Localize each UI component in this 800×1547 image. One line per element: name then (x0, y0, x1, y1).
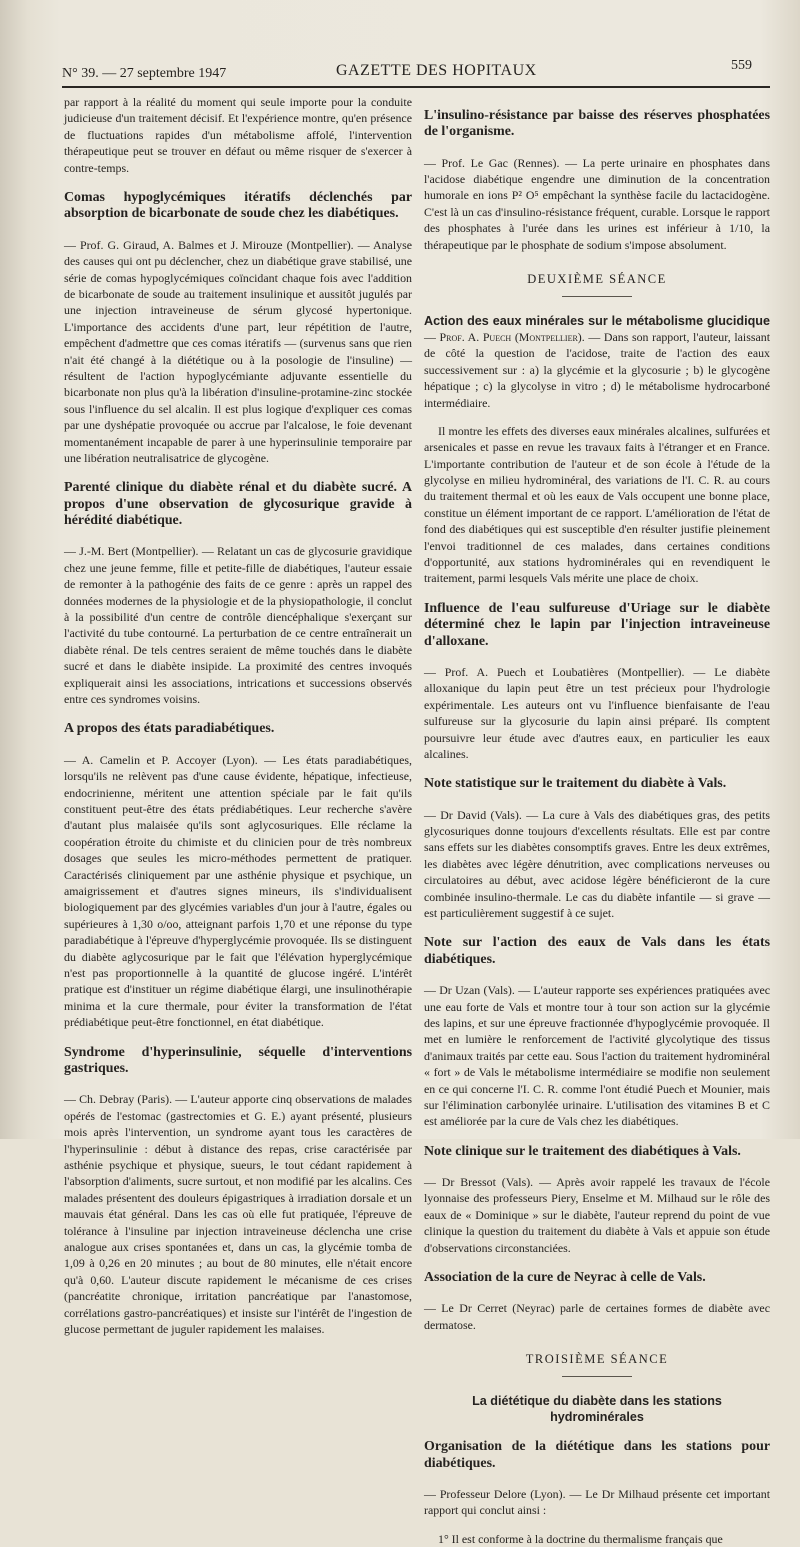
article-body: — L'auteur rapporte ses expériences pratiquées avec une eau forte de Vals et montre tour à tour son action sur la glycémie des lapins, et sur une épreuve fractionnée d'hypoglycémie provoquée. Il met en lumière le renforcement de l'activité glycolytique des tissus d'animaux traités par cette eau. Sous l'action du traitement hydrominéral « fort » de Vals le métabolisme intermédiaire se modifie non seulement en ce qui concerne l'I. C. R. comme l'ont étudié Puech et Mounier, mais sur l'élimination carbonylée urinaire. L'utilisation des vitamines B et C est améliorée par la cure de Vals chez les diabétiques. (424, 983, 771, 1129)
article-authors: — Prof. A. Puech et Loubatières (Montpellier). (424, 664, 685, 679)
article-title: Note statistique sur le traitement du diabète à Vals. (424, 776, 727, 792)
article-authors: — Dr Uzan (Vals). (424, 983, 515, 998)
article-body: — Les états paradiabétiques, lorsqu'ils ne relèvent pas d'une cause évidente, hépatique, infectieuse, endocrinienne, méritent une attention spéciale par le fait qu'ils constituent peut-être des états prédiabétiques. Leur recherche s'avère d'autant plus malaisée qu'ils sont aglycosuriques. Elle réclame la coopération étroite du chimiste et du clinicien pour de très nombreux dosages que seules les micro-méthodes permettent de pratiquer. Caractérisés cliniquement par une asthénie physique et psychique, un amaigrissement et d'autres signes mineurs, ils s'individualisent biologiquement par des glycémies variables d'un jour à l'autre, égales ou supérieures à 1,30 o/oo, atteignant parfois 1,70 et une réponse du type paradiabétique à l'épreuve d'hyperglycémie provoquée. Ils se distinguent du diabète aglycosurique par le fait que l'élévation hyperglycémique n'est pas proportionnelle à la quantité de glucose ingéré. L'intérêt pratique est d'instituer un régime diabétique élargi, une insulinothérapie minima et la cure thermale, pour éviter la transformation de l'état prédiabétique peut-être fonctionnel, en état diabétique. (64, 752, 412, 1030)
left-column (64, 94, 412, 1349)
rapport-title-line-1: La diététique du diabète dans les stations hydrominérales (472, 1393, 722, 1424)
article-authors: — Prof. A. Puech (Montpellier). (424, 329, 585, 344)
article-body: — Relatant un cas de glycosurie gravidique chez une jeune femme, fille et petite-fille de diabétiques, l'auteur essaie de remonter à la pathogénie des faits de ce genre : après un rappel des données modernes de la physiologie et de la physiopathologie, il conclut à la possibilité d'un centre de contrôle diencéphalique s'exerçant sur l'activité du tube contourné. La perturbation de ce centre entraînerait un diabète rénal. De tels centres seraient de même touchés dans le diabète sucré et dans le diabète insipide. La proximité des centres invoqués expliquerait ainsi les associations, intrications et successions observés entre ces syndromes voisins. (64, 544, 412, 707)
article-body: — Après avoir rappelé les travaux de l'école lyonnaise des professeurs Piery, Enselme et M. Milhaud sur le rôle des eaux de « Dominique » sur le diabète, l'auteur reprend du point de vue clinique la question du traitement du diabète à Vals et appuie son étude d'observations circonstanciées. (424, 1175, 770, 1255)
article-title: L'insulino-résistance par baisse des réserves phosphatées de l'organisme. (424, 107, 770, 140)
right-column (424, 94, 770, 1547)
article-body: — L'auteur apporte cinq observations de malades opérés de l'estomac (gastrectomies et G. E.) ayant présenté, plusieurs mois après l'intervention, un syndrome ayant tous les caractères de l'hyperinsulinie : début à distance des repas, crise caractérisée par asthénie psychique et physique, sueurs, le tout cédant rapidement à l'absorption d'aliments, sucre surtout, et non modifié par les alcalins. Ces malades présentent des douleurs épigastriques à irradiation dorsale et un mauvais état général. Dans les cas où elle fut pratiquée, l'épreuve de tolérance à l'insuline par injection intraveineuse déclencha une crise analogue aux crises spontanées et, dans un cas, la glycémie tomba de 1,09 à 0,26 en 20 minutes ; au bout de 80 minutes, elle n'était encore qu'à 0,60. L'auteur discute rapidement le mécanisme de ces crises (pancréatite chronique, irritation pancréatique par l'anastomose, corrélations gastro-pancréatiques) et insiste sur l'intérêt de l'ingestion de glucose permettant de juguler rapidement les malaises. (64, 1092, 412, 1336)
article-authors: — Prof. Le Gac (Rennes). (424, 155, 560, 170)
intro-paragraph: par rapport à la réalité du moment qui seule importe pour la conduite judicieuse d'un traitement décisif. Et l'expérience montre, qu'en présence de fluctuations rapides d'un métabolisme affolé, l'intervention thérapeutique peut se trouver en défaut ou même risquer de s'exercer à contre-temps. (64, 95, 412, 175)
article-authors: — J.-M. Bert (Montpellier). (64, 544, 199, 559)
article-body: — Le diabète alloxanique du lapin peut être un test précieux pour l'hydrologie expérimentale. Les auteurs ont vu l'influence bienfaisante de l'eau sulfureuse sur la glycosurie du lapin ainsi préparé. Ils comptent poursuivre leur étude avec d'autres eaux, en particulier les eaux alcalines. (424, 664, 770, 761)
article-authors: — Professeur Delore (Lyon). (424, 1487, 566, 1502)
article-body: — Le Dr Milhaud présente cet important rapport qui conclut ainsi : (424, 1487, 770, 1518)
article-title: Syndrome d'hyperinsulinie, séquelle d'interventions gastriques. (64, 1044, 412, 1076)
article-body: — Dans son rapport, l'auteur, laissant de côté la question de l'acidose, traite de l'action des eaux successivement sur : a) la glycémie et la glycosurie ; b) le glycogène hépatique ; c) la glycolyse in vitro ; d) le métabolisme hydrocarboné intermédiaire. (424, 329, 770, 410)
conclusion-point-1: 1° Il est conforme à la doctrine du thermalisme français que (438, 1531, 723, 1546)
article-authors: — Dr Bressot (Vals). (424, 1175, 534, 1190)
article-title: Parenté clinique du diabète rénal et du diabète sucré. A propos d'une observation de glycosurique gravide à hérédité diabétique. (64, 480, 412, 529)
page-number: 559 (731, 58, 752, 73)
article-authors: — Ch. Debray (Paris). (64, 1092, 173, 1107)
article-title: Organisation de la diététique dans les stations pour diabétiques. (424, 1439, 770, 1471)
article-title: A propos des états paradiabétiques. (64, 721, 275, 737)
article-title: Association de la cure de Neyrac à celle de Vals. (424, 1270, 706, 1285)
article-authors: — Dr David (Vals). (424, 807, 522, 822)
article-body: — La perte urinaire en phosphates dans l'acidose diabétique engendre une diminution de la concentration humorale en ions P² O⁵ empêchant la synthèse facile du lactacidogène. C'est là un cas d'insulino-résistance fréquent, curable. Lorsque le rapport des phosphates à l'urée dans les urines est inférieur à 1/10, la thérapeutique par le phosphate de sodium s'impose absolument. (424, 155, 770, 252)
article-title: Action des eaux minérales sur le métabolisme glucidique (424, 313, 770, 328)
article-body: — Analyse des causes qui ont pu déclencher, chez un diabétique grave stabilisé, une série de comas hypoglycémiques coïncidant chaque fois avec l'addition de bicarbonate de soude au traitement insulinique et aussitôt jugulés par une injection intraveineuse de sérum glycosé hypertonique. L'importance des accidents d'une part, leur répétition de l'autre, empêchent d'admettre que ces comas itératifs — (survenus sans que rien n'ait été changé à la diététique ou à la posologie de l'insuline) — résultent de l'action hypoglycémiante adjuvante essentielle du bicarbonate non plus qu'à la libération d'insuline-protamine-zinc stockée sous l'influence du sel alcalin. Il est plus logique d'expliquer ces comas par une dyshépatie provoquée ou accrue par l'alcalose, le foie devenant momentanément incapable de parer à une hyperinsulinie temporaire par une libération neutralisatrice de glycogène. (64, 237, 412, 465)
article-authors: — A. Camelin et P. Accoyer (Lyon). (64, 752, 258, 767)
issue-number: N° 39. — 27 septembre 1947 (62, 66, 227, 81)
running-header (62, 52, 770, 88)
article-title: Note clinique sur le traitement des diabétiques à Vals. (424, 1143, 741, 1159)
article-authors: — Le Dr Cerret (Neyrac) (424, 1301, 555, 1316)
section-heading-deuxieme: DEUXIÈME SÉANCE (424, 271, 770, 296)
article-authors: — Prof. G. Giraud, A. Balmes et J. Mirouze (Montpellier). (64, 237, 354, 252)
article-body: parle de certaines formes de diabète avec dermatose. (424, 1301, 770, 1332)
journal-title: GAZETTE DES HOPITAUX (336, 62, 537, 79)
article-body: — La cure à Vals des diabétiques gras, des petits glycosuriques donne toujours d'excellents résultats. Elle est par contre sans effets sur les diabètes consomptifs graves. Entre les deux extrêmes, les diabètes avec légère dénutrition, avec complications nerveuses ou circulatoires au début, avec acidose légère bénéficieront de la cure combinée insulino-thermale. Le cas du diabète infantile — si grave — est particulièrement suggestif à ce sujet. (424, 807, 770, 921)
rapport-title (424, 1393, 770, 1426)
section-heading-troisieme: TROISIÈME SÉANCE (424, 1351, 770, 1376)
article-title: Comas hypoglycémiques itératifs déclenchés par absorption de bicarbonate de soude chez les diabétiques. (64, 189, 412, 222)
article-body-continued: Il montre les effets des diverses eaux minérales alcalines, sulfurées et arsenicales et passe en revue les travaux faits à l'étranger et en France. L'importante contribution de l'auteur et de son école à l'étude de la glycolyse en milieu hydrominéral, des variations de l'I. C. R. au cours du traitement thermal et où les eaux de Vals occupent une bonne place, constitue un élément important de ce rapport. L'amélioration de l'état de fond des diabétiques qui est susceptible d'en résulter justifie pleinement l'envoi traditionnel de ces malades, dans certaines conditions d'opportunité, aux stations hydrominérales qui en revendiquent le traitement, parmi lesquels Vals mérite une place de choix. (424, 423, 770, 586)
article-title: Influence de l'eau sulfureuse d'Uriage sur le diabète déterminé chez le lapin par l'injection intraveineuse d'alloxane. (424, 600, 770, 649)
article-eaux-minerales (424, 313, 770, 587)
article-title: Note sur l'action des eaux de Vals dans les états diabétiques. (424, 935, 770, 967)
